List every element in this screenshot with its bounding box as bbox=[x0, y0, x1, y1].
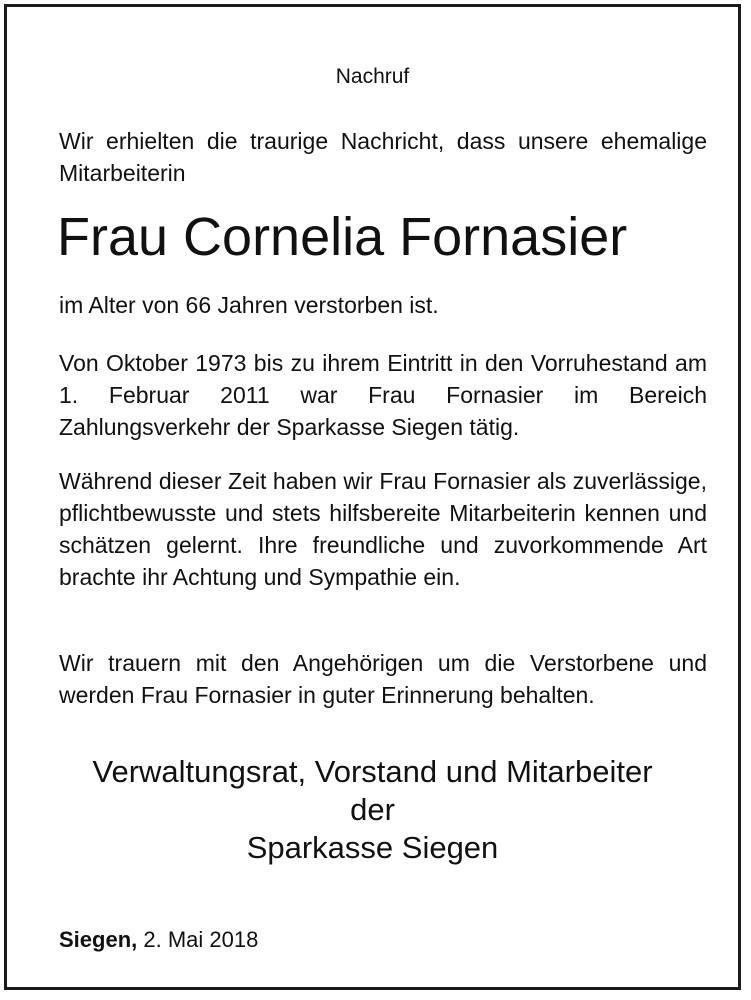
signature-line-1: Verwaltungsrat, Vorstand und Mitarbeiter bbox=[92, 754, 653, 789]
age-paragraph: im Alter von 66 Jahren verstorben ist. bbox=[59, 292, 439, 318]
obituary-notice bbox=[4, 4, 741, 990]
signature-block bbox=[7, 753, 738, 867]
notice-date: 2. Mai 2018 bbox=[143, 927, 259, 952]
deceased-name: Frau Cornelia Fornasier bbox=[57, 207, 628, 267]
praise-paragraph: Während dieser Zeit haben wir Frau Fornasier als zuverlässige, pflichtbewusste und stets hilfsbereite Mitarbeiterin kennen und schätzen gelernt. Ihre freundliche und zuvorkommende Art brachte ihr Achtung und Sympathie ein. bbox=[59, 468, 707, 590]
notice-heading: Nachruf bbox=[335, 65, 410, 88]
mourning-paragraph: Wir trauern mit den Angehörigen um die Verstorbene und werden Frau Fornasier in guter Erinnerung behalten. bbox=[59, 650, 707, 708]
place-date-line bbox=[59, 925, 258, 955]
career-paragraph: Von Oktober 1973 bis zu ihrem Eintritt in den Vorruhestand am 1. Februar 2011 war Frau Fornasier im Bereich Zahlungsverkehr der Sparkasse Siegen tätig. bbox=[59, 350, 707, 440]
intro-paragraph: Wir erhielten die traurige Nachricht, dass unsere ehemalige Mitarbeiterin bbox=[59, 128, 707, 186]
signature-line-3: Sparkasse Siegen bbox=[246, 830, 499, 865]
place-name: Siegen, bbox=[59, 927, 138, 952]
signature-line-2: der bbox=[350, 792, 395, 827]
